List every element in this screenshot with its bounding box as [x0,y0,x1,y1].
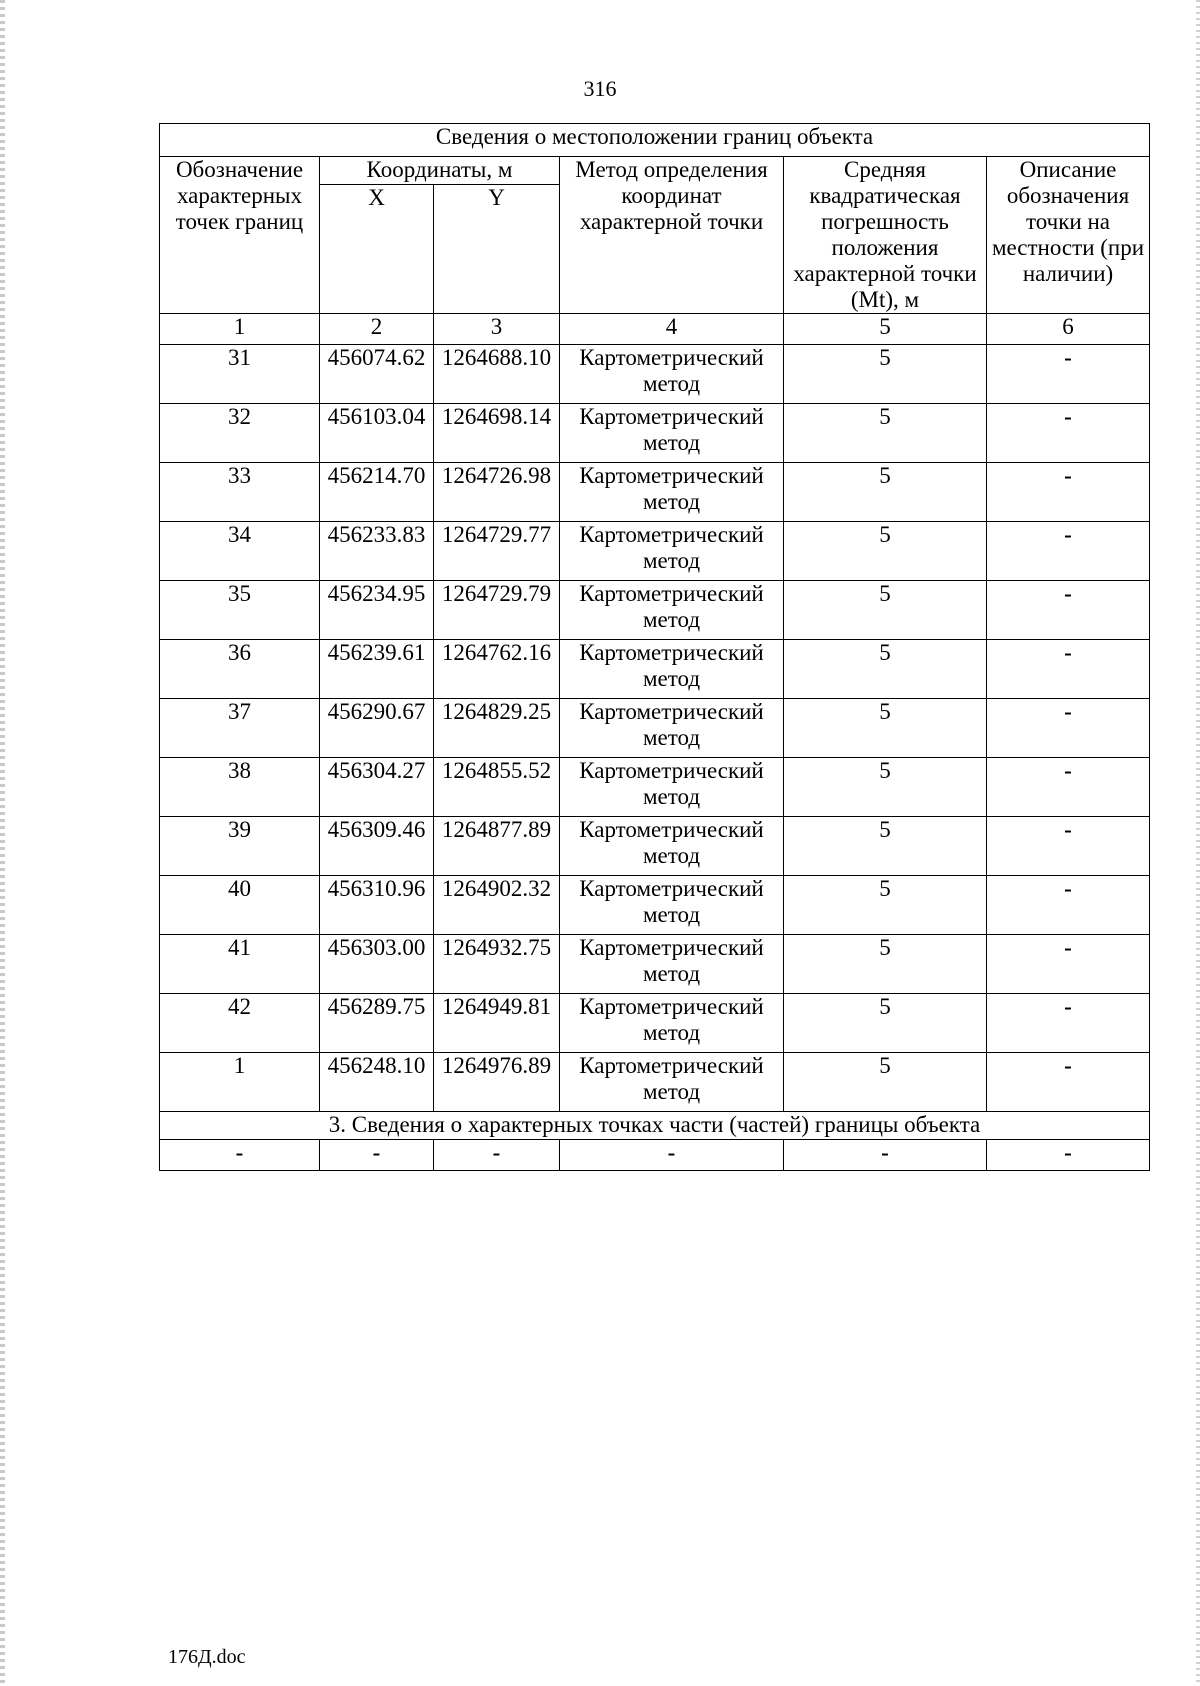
cell-point: 35 [160,581,320,640]
cell-y: 1264855.52 [434,758,560,817]
cell-method: Картометрический метод [560,935,784,994]
cell-description: - [987,935,1150,994]
table-row [160,404,1150,463]
cell-description: - [987,463,1150,522]
cell-y: 1264688.10 [434,345,560,404]
cell-method: Картометрический метод [560,640,784,699]
cell-y: 1264932.75 [434,935,560,994]
cell-point: 31 [160,345,320,404]
section3-row [160,1112,1150,1140]
cell-point: 38 [160,758,320,817]
table-title-row [160,124,1150,157]
cell-error: 5 [784,994,987,1053]
table-row [160,522,1150,581]
cell-point: 37 [160,699,320,758]
table-row [160,1053,1150,1112]
cell-error: 5 [784,935,987,994]
cell-description: - [987,345,1150,404]
cell-description: - [987,1053,1150,1112]
header-error: Средняя квадратическая погрешность положения характерной точки (Mt), м [784,157,987,314]
cell-point: 36 [160,640,320,699]
table-row [160,935,1150,994]
footer-filename: 176Д.doc [168,1646,246,1668]
section3-cell: - [434,1140,560,1171]
cell-method: Картометрический метод [560,463,784,522]
cell-x: 456304.27 [320,758,434,817]
cell-y: 1264729.77 [434,522,560,581]
cell-description: - [987,404,1150,463]
header-coords: Координаты, м [320,157,560,185]
section3-title: 3. Сведения о характерных точках части (частей) границы объекта [160,1112,1150,1140]
table-row [160,345,1150,404]
cell-error: 5 [784,699,987,758]
scan-edge-right [1196,0,1200,1686]
section3-cell: - [784,1140,987,1171]
cell-error: 5 [784,817,987,876]
cell-y: 1264729.79 [434,581,560,640]
table-title: Сведения о местоположении границ объекта [160,124,1150,157]
header-point: Обозначение характерных точек границ [160,157,320,314]
cell-x: 456214.70 [320,463,434,522]
cell-point: 34 [160,522,320,581]
cell-x: 456303.00 [320,935,434,994]
cell-error: 5 [784,581,987,640]
cell-point: 42 [160,994,320,1053]
cell-method: Картометрический метод [560,581,784,640]
column-number: 2 [320,314,434,345]
section3-cell: - [160,1140,320,1171]
column-number: 1 [160,314,320,345]
table-row [160,876,1150,935]
cell-error: 5 [784,463,987,522]
cell-method: Картометрический метод [560,758,784,817]
cell-description: - [987,581,1150,640]
cell-point: 41 [160,935,320,994]
cell-y: 1264726.98 [434,463,560,522]
cell-description: - [987,640,1150,699]
cell-x: 456239.61 [320,640,434,699]
column-number-row [160,314,1150,345]
cell-x: 456248.10 [320,1053,434,1112]
cell-error: 5 [784,758,987,817]
cell-x: 456309.46 [320,817,434,876]
cell-y: 1264762.16 [434,640,560,699]
column-number: 5 [784,314,987,345]
table-row [160,640,1150,699]
cell-method: Картометрический метод [560,522,784,581]
cell-error: 5 [784,522,987,581]
cell-x: 456289.75 [320,994,434,1053]
cell-point: 40 [160,876,320,935]
cell-y: 1264976.89 [434,1053,560,1112]
cell-description: - [987,994,1150,1053]
cell-x: 456234.95 [320,581,434,640]
cell-error: 5 [784,404,987,463]
header-y: Y [434,184,560,313]
page-number: 316 [583,76,617,101]
cell-error: 5 [784,1053,987,1112]
column-number: 3 [434,314,560,345]
cell-y: 1264698.14 [434,404,560,463]
cell-method: Картометрический метод [560,699,784,758]
header-x: X [320,184,434,313]
cell-y: 1264949.81 [434,994,560,1053]
table-row [160,994,1150,1053]
header-row [160,157,1150,185]
cell-x: 456290.67 [320,699,434,758]
cell-point: 39 [160,817,320,876]
cell-description: - [987,522,1150,581]
cell-description: - [987,817,1150,876]
cell-point: 1 [160,1053,320,1112]
cell-method: Картометрический метод [560,817,784,876]
column-number: 4 [560,314,784,345]
column-number: 6 [987,314,1150,345]
cell-method: Картометрический метод [560,1053,784,1112]
cell-method: Картометрический метод [560,994,784,1053]
scan-edge-left [0,0,5,1686]
cell-y: 1264829.25 [434,699,560,758]
cell-y: 1264902.32 [434,876,560,935]
section3-cell: - [320,1140,434,1171]
table-row [160,817,1150,876]
header-description: Описание обозначения точки на местности (при наличии) [987,157,1150,314]
table-row [160,581,1150,640]
section3-cell: - [560,1140,784,1171]
cell-method: Картометрический метод [560,345,784,404]
cell-x: 456310.96 [320,876,434,935]
cell-point: 33 [160,463,320,522]
cell-description: - [987,758,1150,817]
boundary-table [159,123,1150,1171]
table-row [160,463,1150,522]
cell-error: 5 [784,876,987,935]
cell-method: Картометрический метод [560,404,784,463]
cell-x: 456074.62 [320,345,434,404]
section3-empty-row [160,1140,1150,1171]
cell-y: 1264877.89 [434,817,560,876]
cell-error: 5 [784,640,987,699]
cell-method: Картометрический метод [560,876,784,935]
table-row [160,699,1150,758]
cell-error: 5 [784,345,987,404]
section3-cell: - [987,1140,1150,1171]
table-row [160,758,1150,817]
cell-point: 32 [160,404,320,463]
cell-x: 456233.83 [320,522,434,581]
cell-x: 456103.04 [320,404,434,463]
header-method: Метод определения координат характерной точки [560,157,784,314]
cell-description: - [987,876,1150,935]
cell-description: - [987,699,1150,758]
